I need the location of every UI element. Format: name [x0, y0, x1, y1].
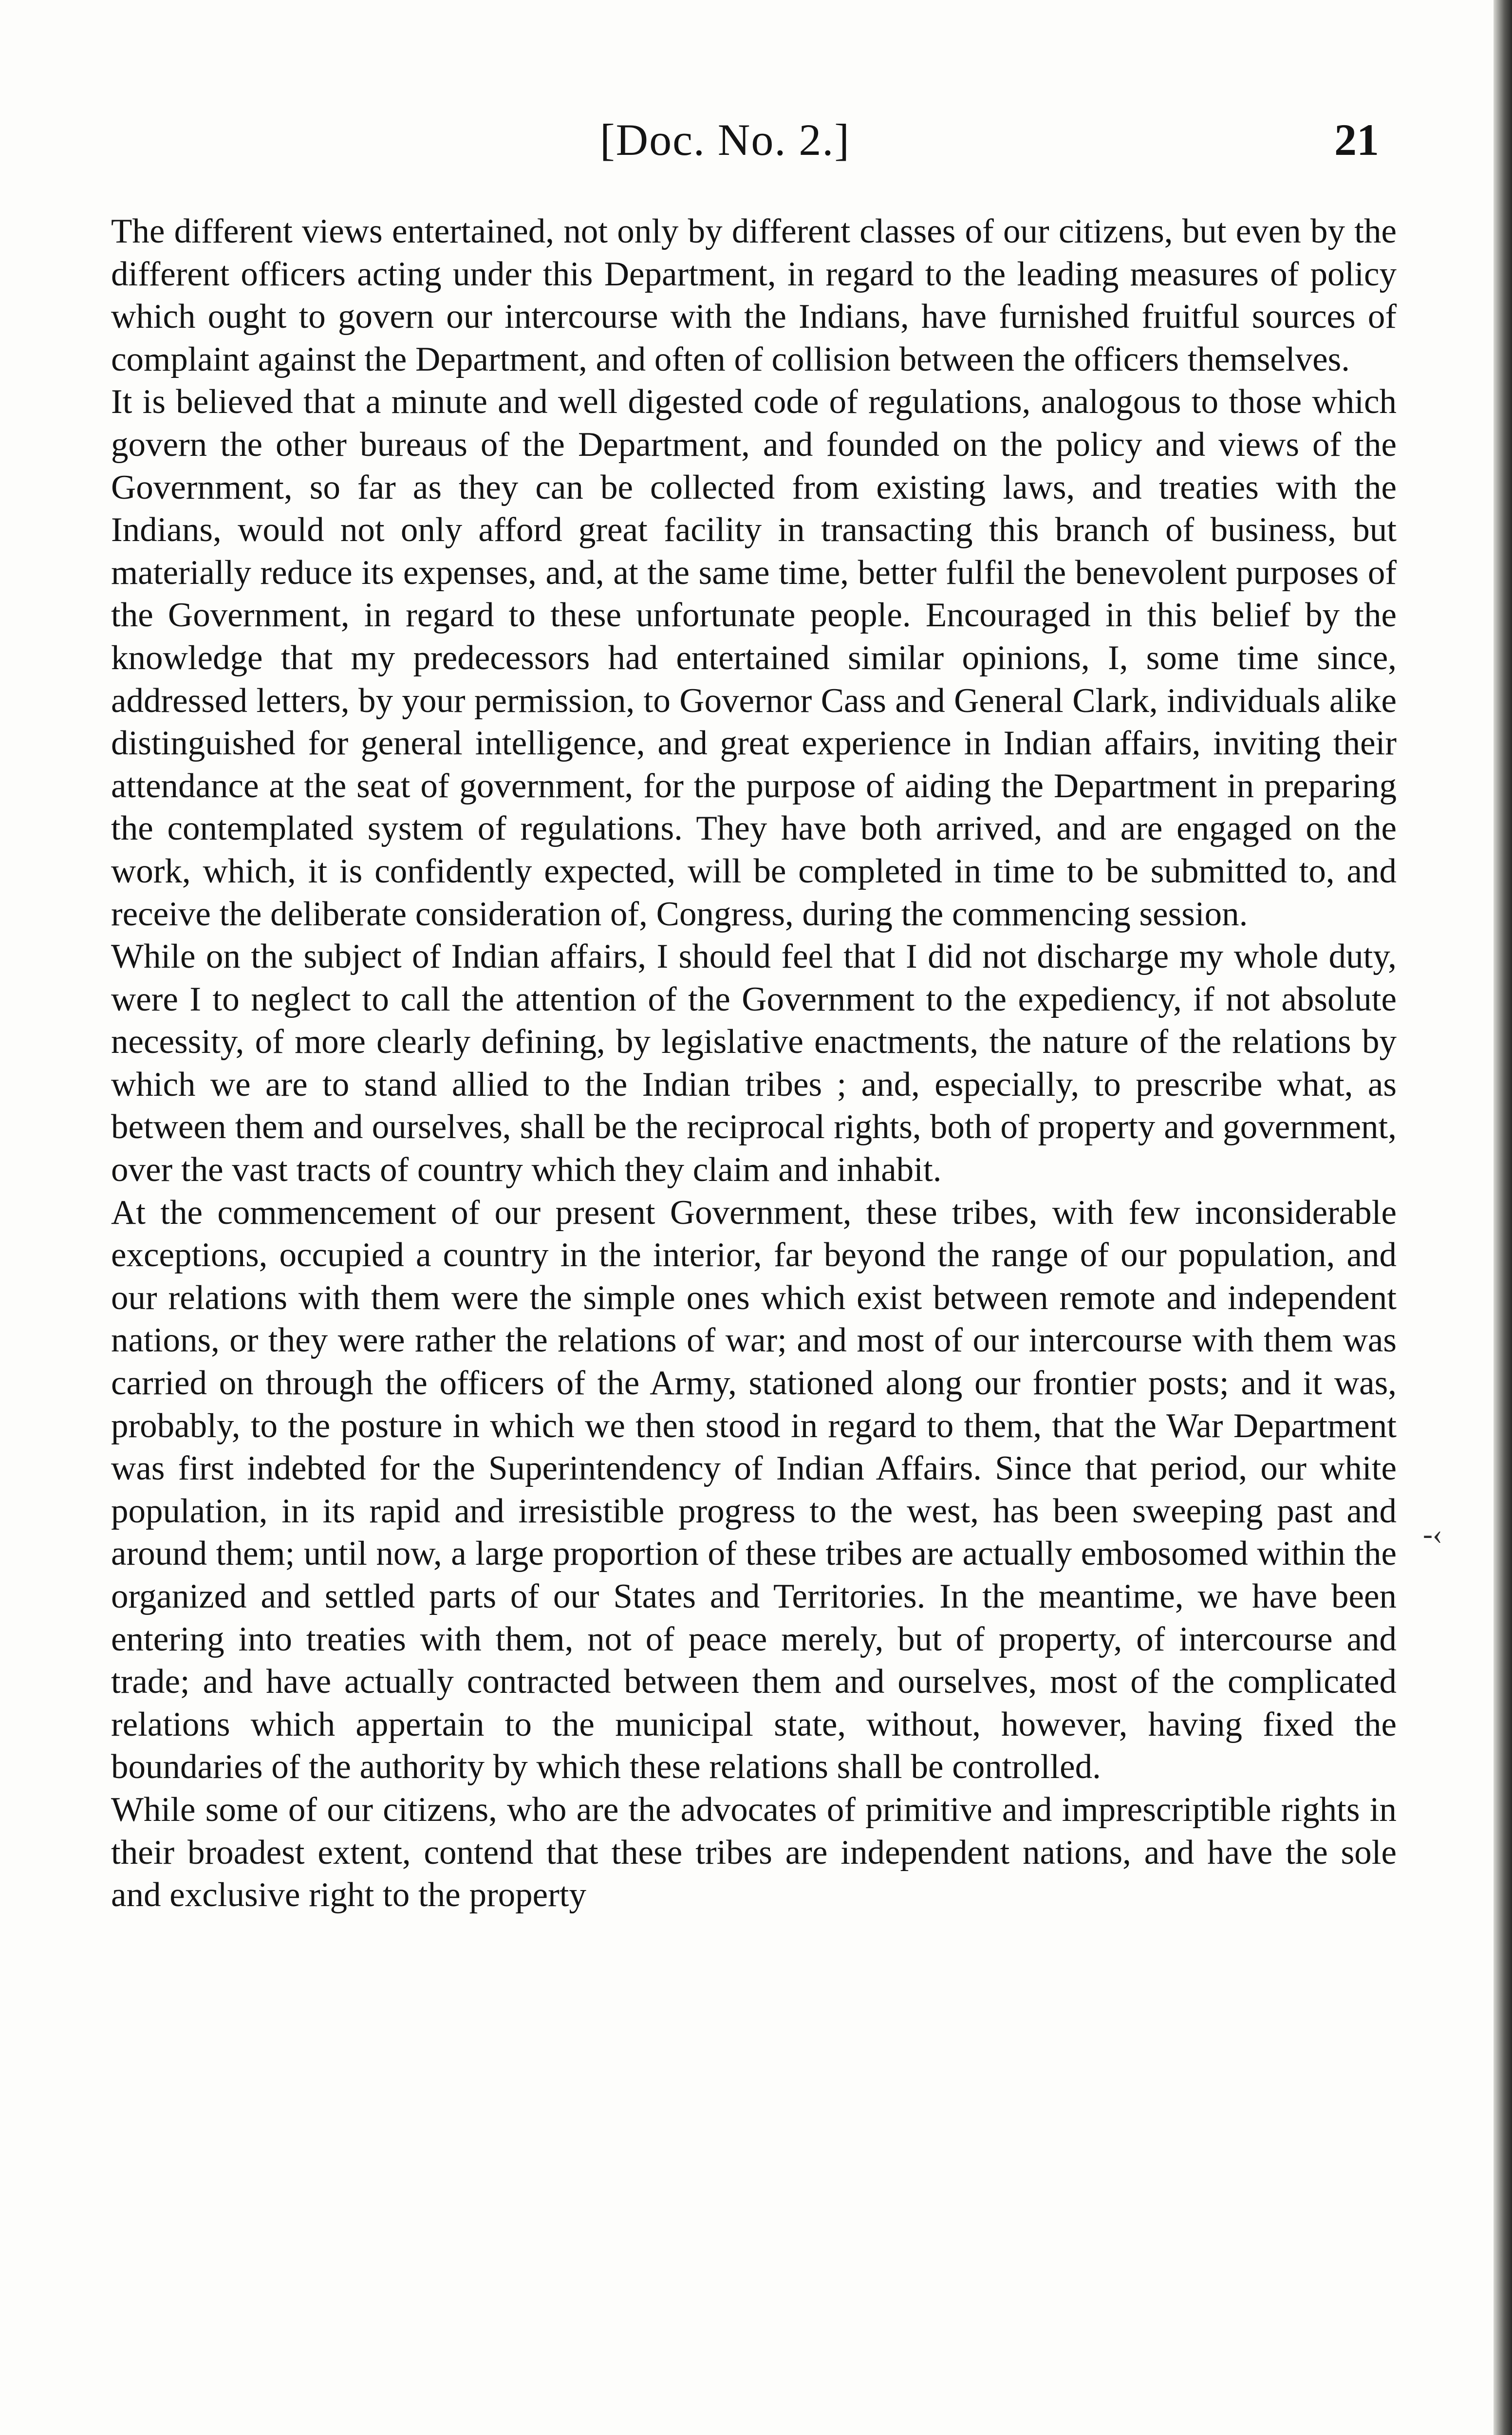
paragraph-3: While on the subject of Indian affairs, I should feel that I did not discharge my whole duty, were I to neglect to call the attention of the Government to the expediency, if not absolute necessity, of more clearly defining, by legislative enactments, the nature of the relations by which we are to stand allied to the Indian tribes ; and, especially, to prescribe what, as between them and ourselves, shall be the reciprocal rights, both of property and government, over the vast tracts of country which they claim and inhabit. [111, 937, 1397, 1189]
paragraph-5: While some of our citizens, who are the advocates of primitive and imprescriptible rights in their broadest extent, contend that these tribes are independent nations, and have the sole and exclusive right to the property [111, 1790, 1397, 1914]
page-header [0, 113, 1441, 167]
paragraph-2: It is believed that a minute and well digested code of regulations, analogous to those which govern the other bureaus of the Department, and founded on the policy and views of the Government, so far as they can be collected from existing laws, and treaties with the Indians, would not only afford great facility in transacting this branch of business, but materially reduce its expenses, and, at the same time, better fulfil the benevolent purposes of the Government, in regard to these unfortunate people. Encouraged in this belief by the knowledge that my predecessors had entertained similar opinions, I, some time since, addressed letters, by your permission, to Governor Cass and General Clark, individuals alike distinguished for general intelligence, and great experience in Indian affairs, inviting their attendance at the seat of government, for the purpose of aiding the Department in preparing the contemplated system of regulations. They have both arrived, and are engaged on the work, which, it is confidently expected, will be completed in time to be submitted to, and receive the deliberate consideration of, Congress, during the commencing session. [111, 383, 1397, 933]
document-reference: [Doc. No. 2.] [600, 115, 850, 165]
body-text [111, 210, 1397, 1917]
page-number: 21 [1334, 115, 1379, 165]
paragraph-1: The different views entertained, not only by different classes of our citizens, but even by the different officers acting under this Department, in regard to the leading measures of policy which ought to govern our intercourse with the Indians, have furnished fruitful sources of complaint against the Department, and often of collision between the officers themselves. [111, 212, 1397, 378]
paragraph-4: At the commencement of our present Government, these tribes, with few inconsiderable exceptions, occupied a country in the interior, far beyond the range of our population, and our relations with them were the simple ones which exist between remote and independent nations, or they were rather the relations of war; and most of our intercourse with them was carried on through the officers of the Army, stationed along our frontier posts; and it was, probably, to the posture in which we then stood in regard to them, that the War Department was first indebted for the Superintendency of Indian Affairs. Since that period, our white population, in its rapid and irresistible progress to the west, has been sweeping past and around them; until now, a large proportion of these tribes are actually embosomed within the organized and settled parts of our States and Territories. In the meantime, we have been entering into treaties with them, not of peace merely, but of property, of intercourse and trade; and have actually contracted between them and ourselves, most of the complicated relations which appertain to the municipal state, without, however, having fixed the boundaries of the authority by which these relations shall be controlled. [111, 1193, 1397, 1786]
margin-mark: -‹ [1423, 1518, 1442, 1550]
page-edge-shadow [1493, 0, 1512, 2435]
